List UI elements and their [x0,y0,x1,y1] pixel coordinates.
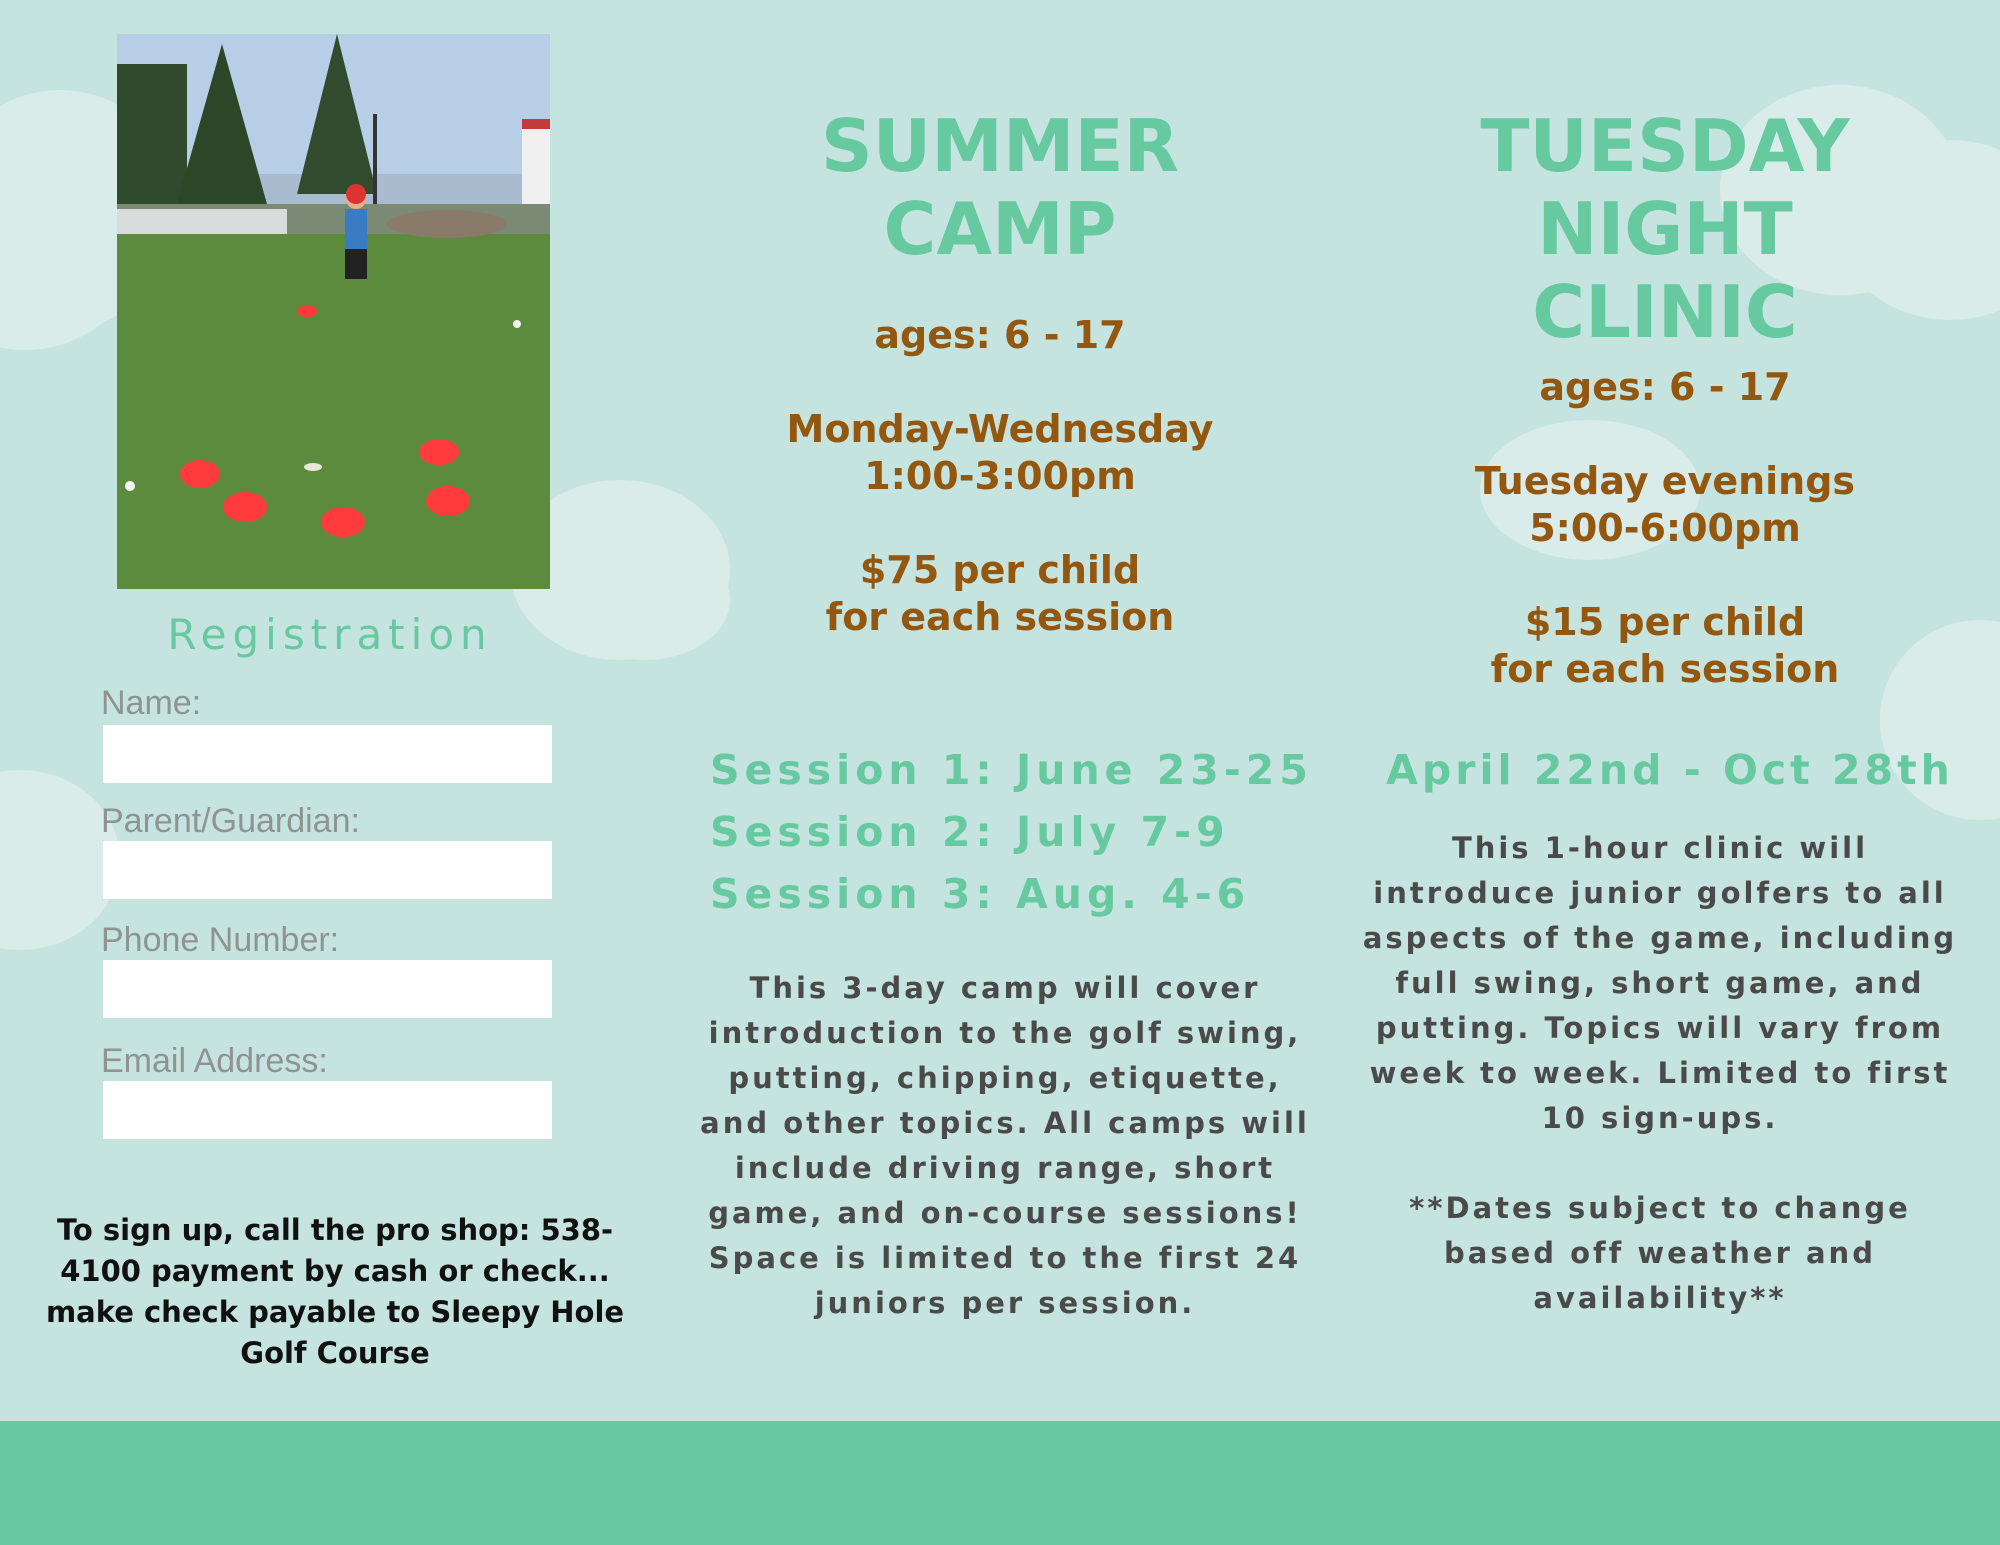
phone-number-label: Phone Number: [101,921,340,959]
summer-camp-sessions [710,739,1330,925]
summer-camp-description: This 3-day camp will cover introduction to the golf swing, putting, chipping, etiquette, and other topics. All camps will include driving range, short game, and on-course sessions! Space is limited to the first 24 juniors per session. [700,971,1310,1320]
tuesday-clinic-description: This 1-hour clinic will introduce junior golfers to all aspects of the game, including full swing, short game, and putting. Topics will vary from week to week. Limited to first 10 sign-ups. [1362,831,1958,1135]
summer-camp-price-line1: $75 per child [859,548,1141,592]
tuesday-clinic-details [1365,364,1965,693]
tuesday-clinic-title-line2: NIGHT [1537,187,1793,271]
signup-instructions: To sign up, call the pro shop: 538-4100 payment by cash or check... make check payable to Sleepy Hole Golf Course [45,1213,625,1370]
tuesday-clinic-ages: ages: 6 - 17 [1539,365,1791,409]
tuesday-clinic-note: **Dates subject to change based off weather and availability** [1409,1191,1911,1315]
tuesday-clinic-days: Tuesday evenings [1474,459,1856,503]
tuesday-clinic-title-line1: TUESDAY [1480,104,1850,188]
tuesday-clinic-title-line3: CLINIC [1532,270,1798,354]
tuesday-clinic-description-block [1358,826,1962,1321]
summer-camp-description-block [700,966,1310,1326]
summer-camp-days: Monday-Wednesday [786,407,1214,451]
summer-camp-title-line1: SUMMER [820,104,1180,188]
session-3: Session 3: Aug. 4-6 [710,870,1251,918]
session-2: Session 2: July 7-9 [710,808,1230,856]
session-1: Session 1: June 23-25 [710,746,1313,794]
email-address-field[interactable] [103,1081,552,1139]
registration-title: Registration [167,610,493,659]
summer-camp-time: 1:00-3:00pm [864,454,1136,498]
tuesday-clinic-price-line1: $15 per child [1524,600,1806,644]
tuesday-clinic-column [1365,105,1965,354]
email-address-label: Email Address: [101,1042,328,1080]
name-label: Name: [101,684,202,722]
tuesday-clinic-date-range-block [1360,739,1980,801]
summer-camp-price-line2: for each session [825,595,1175,639]
name-field[interactable] [103,725,552,783]
summer-camp-details [700,312,1300,641]
golf-practice-photo [117,34,550,589]
phone-number-field[interactable] [103,960,552,1018]
footer-band [0,1421,2000,1545]
summer-camp-ages: ages: 6 - 17 [874,313,1126,357]
tuesday-clinic-price-line2: for each session [1490,647,1840,691]
parent-guardian-label: Parent/Guardian: [101,802,360,840]
summer-camp-title-line2: CAMP [883,187,1117,271]
parent-guardian-field[interactable] [103,841,552,899]
summer-camp-column [700,105,1300,271]
tuesday-clinic-date-range: April 22nd - Oct 28th [1386,746,1954,794]
tuesday-clinic-time: 5:00-6:00pm [1529,506,1801,550]
